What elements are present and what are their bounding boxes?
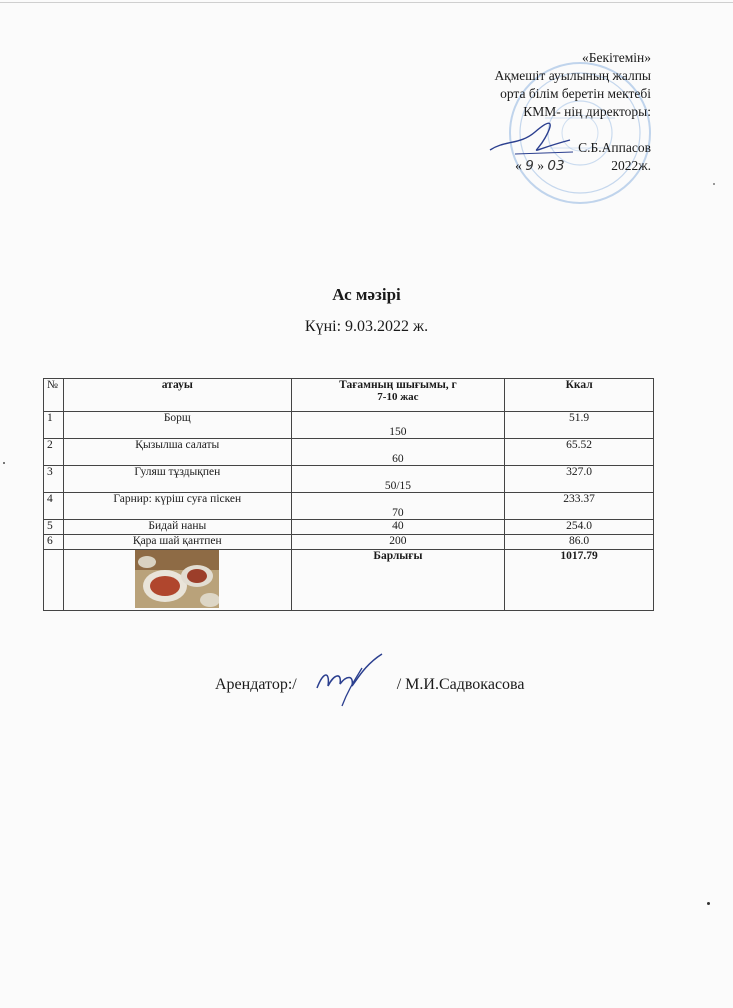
table-total-row bbox=[44, 550, 654, 611]
row-name: Қызылша салаты bbox=[63, 439, 291, 466]
meal-photo bbox=[135, 550, 219, 608]
table-row bbox=[44, 493, 654, 520]
row-name: Қара шай қантпен bbox=[63, 535, 291, 550]
row-kcal: 51.9 bbox=[505, 412, 654, 439]
date-quote-open: « bbox=[515, 158, 522, 173]
header-kcal: Ккал bbox=[505, 379, 654, 412]
total-label: Барлығы bbox=[291, 550, 505, 611]
row-kcal: 86.0 bbox=[505, 535, 654, 550]
approval-line: орта білім беретін мектебі bbox=[500, 86, 651, 101]
scan-speck bbox=[707, 902, 710, 905]
scan-speck bbox=[713, 183, 715, 185]
tenant-line bbox=[215, 676, 524, 694]
approval-line: Ақмешіт ауылының жалпы bbox=[494, 68, 651, 83]
page-date: Күні: 9.03.2022 ж. bbox=[304, 318, 429, 335]
row-portion bbox=[291, 412, 505, 439]
table-row bbox=[44, 466, 654, 493]
row-no: 1 bbox=[44, 412, 64, 439]
row-kcal: 254.0 bbox=[505, 520, 654, 535]
row-kcal: 65.52 bbox=[505, 439, 654, 466]
tenant-name: / М.И.Садвокасова bbox=[396, 676, 525, 693]
row-no: 5 bbox=[44, 520, 64, 535]
header-portion bbox=[291, 379, 505, 412]
total-kcal: 1017.79 bbox=[505, 550, 654, 611]
row-no: 2 bbox=[44, 439, 64, 466]
row-name: Бидай наны bbox=[63, 520, 291, 535]
row-portion-value: 150 bbox=[389, 426, 407, 438]
row-portion bbox=[291, 535, 505, 550]
page-edge bbox=[0, 2, 733, 3]
row-no: 3 bbox=[44, 466, 64, 493]
menu-table bbox=[43, 378, 654, 611]
approval-line: КММ- нің директоры: bbox=[523, 104, 651, 119]
approval-line: «Бекітемін» bbox=[582, 50, 651, 65]
header-name: атауы bbox=[63, 379, 291, 412]
row-portion bbox=[291, 466, 505, 493]
total-empty-cell bbox=[44, 550, 64, 611]
row-kcal: 233.37 bbox=[505, 493, 654, 520]
row-portion bbox=[291, 439, 505, 466]
table-row bbox=[44, 535, 654, 550]
row-name: Борщ bbox=[63, 412, 291, 439]
page-title: Ас мәзірі bbox=[332, 285, 401, 304]
row-portion-value: 60 bbox=[392, 453, 404, 465]
table-row bbox=[44, 439, 654, 466]
header-no: № bbox=[44, 379, 64, 412]
director-signature bbox=[485, 110, 575, 160]
table-header-row bbox=[44, 379, 654, 412]
table-row bbox=[44, 412, 654, 439]
row-portion-value: 50/15 bbox=[384, 480, 412, 492]
row-portion-value: 200 bbox=[389, 535, 407, 547]
table-row bbox=[44, 520, 654, 535]
row-kcal: 327.0 bbox=[505, 466, 654, 493]
row-name: Гуляш тұздықпен bbox=[63, 466, 291, 493]
scan-speck bbox=[3, 462, 5, 464]
director-name: С.Б.Аппасов bbox=[578, 140, 651, 155]
row-portion bbox=[291, 493, 505, 520]
date-month: 03 bbox=[547, 158, 565, 174]
tenant-label: Арендатор:/ bbox=[215, 676, 297, 693]
header-portion-label: Тағамның шығымы, г bbox=[339, 379, 457, 391]
row-portion-value: 40 bbox=[392, 520, 404, 532]
total-photo-cell bbox=[63, 550, 291, 611]
row-portion-value: 70 bbox=[392, 507, 404, 519]
date-day: 9 bbox=[525, 158, 534, 174]
row-no: 4 bbox=[44, 493, 64, 520]
header-portion-age: 7-10 жас bbox=[377, 391, 419, 403]
row-no: 6 bbox=[44, 535, 64, 550]
row-name: Гарнир: күріш суға піскен bbox=[63, 493, 291, 520]
row-portion bbox=[291, 520, 505, 535]
date-year: 2022ж. bbox=[611, 158, 651, 173]
date-quote-close: » bbox=[537, 158, 548, 173]
